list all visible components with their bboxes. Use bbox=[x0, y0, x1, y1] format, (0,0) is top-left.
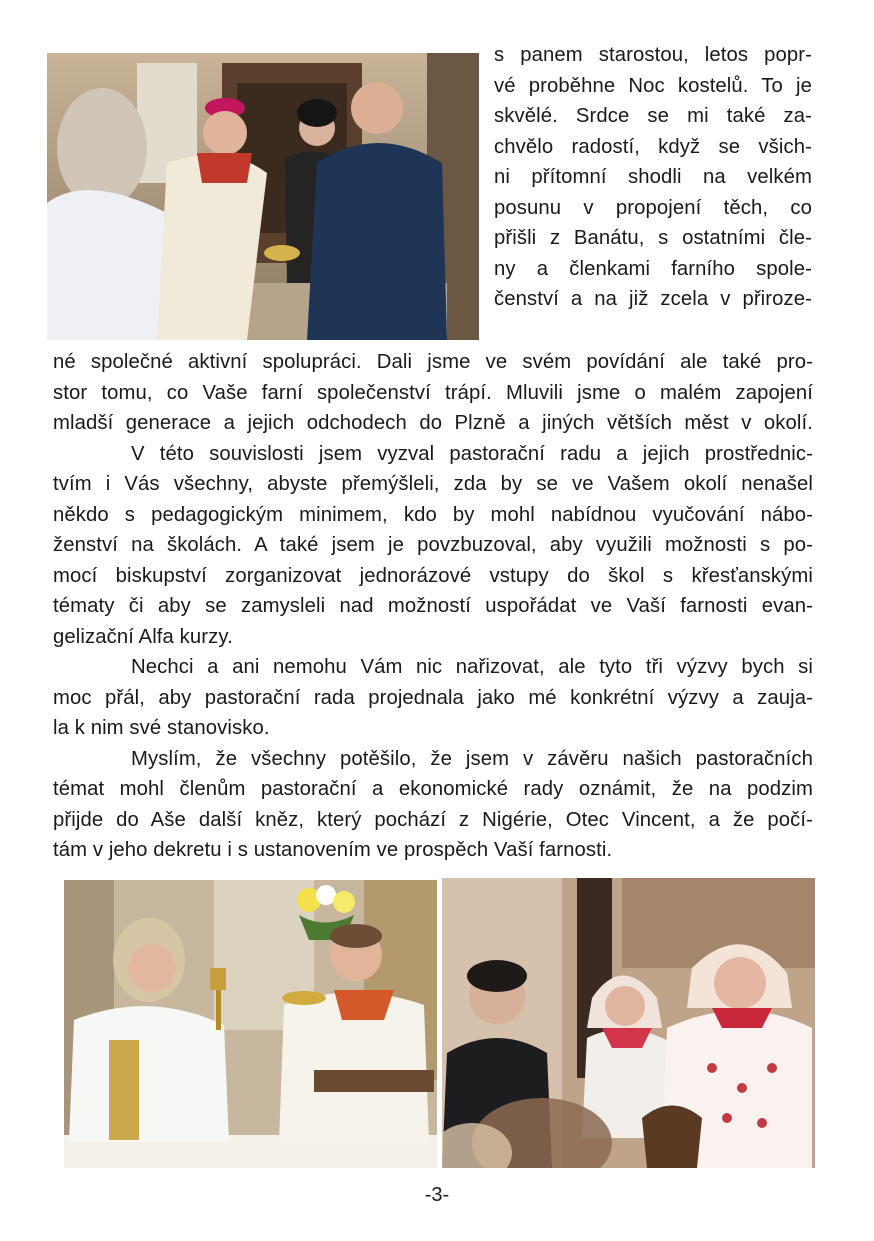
text-line: přišli z Banátu, s ostatními čle- bbox=[494, 227, 812, 249]
text-line: vé proběhne Noc kostelů. To je bbox=[494, 74, 812, 97]
text-line: ny a členkami farního spole- bbox=[494, 257, 812, 280]
paragraph-last-line: gelizační Alfa kurzy. bbox=[53, 625, 233, 648]
paragraph-first-line: Myslím, že všechny potěšilo, že jsem v závěru našich pastoračních bbox=[131, 747, 813, 770]
text-line: čenství a na již zcela v přiroze- bbox=[494, 288, 812, 310]
text-line: mocí biskupství zorganizovat jednorázové vstupy do škol s křesťanskými bbox=[53, 564, 813, 587]
paragraph-first-line: V této souvislosti jsem vyzval pastorační radu a jejich prostřednic- bbox=[131, 442, 813, 465]
photo-parishioners bbox=[442, 878, 815, 1168]
photo-bishop-greeting bbox=[47, 53, 479, 340]
page-number: -3- bbox=[424, 1184, 450, 1206]
text-line: přijde do Aše další kněz, který pochází z Nigérie, Otec Vincent, a že počí- bbox=[53, 808, 813, 831]
text-line: mladší generace a jejich odchodech do Plzně a jiných větších měst v okolí. bbox=[53, 412, 813, 434]
paragraph-last-line: tám v jeho dekretu i s ustanovením ve prospěch Vaší farnosti. bbox=[53, 839, 613, 861]
paragraph-first-line: Nechci a ani nemohu Vám nic nařizovat, ale tyto tři výzvy bych si bbox=[131, 656, 813, 678]
text-line: chvělo radostí, když se všich- bbox=[494, 135, 812, 158]
text-line: posunu v propojení těch, co bbox=[494, 196, 812, 219]
photo-priests-chalices bbox=[64, 880, 437, 1168]
text-line: témat mohl členům pastorační a ekonomické rady oznámit, že na podzim bbox=[53, 778, 813, 800]
text-line: ženství na školách. A také jsem je povzbuzoval, aby využili možnosti s po- bbox=[53, 534, 813, 556]
text-line: tvím i Vás všechny, abyste přemýšleli, zda by se ve Vašem okolí nenašel bbox=[53, 473, 813, 495]
text-line: někdo s pedagogickým minimem, kdo by mohl nabídnou vyučování nábo- bbox=[53, 503, 813, 526]
paragraph-last-line: la k nim své stanovisko. bbox=[53, 717, 270, 739]
text-line: né společné aktivní spolupráci. Dali jsme ve svém povídání ale také pro- bbox=[53, 351, 813, 373]
text-line: tématy či aby se zamysleli nad možností uspořádat ve Vaší farnosti evan- bbox=[53, 595, 813, 617]
text-line: moc přál, aby pastorační rada projednala jako mé konkrétní výzvy a zauja- bbox=[53, 686, 813, 709]
text-line: s panem starostou, letos popr- bbox=[494, 44, 812, 66]
text-line: ni přítomní shodli na velkém bbox=[494, 166, 812, 188]
text-line: stor tomu, co Vaše farní společenství trápí. Mluvili jsme o malém zapojení bbox=[53, 381, 813, 404]
text-line: skvělé. Srdce se mi také za- bbox=[494, 105, 812, 127]
